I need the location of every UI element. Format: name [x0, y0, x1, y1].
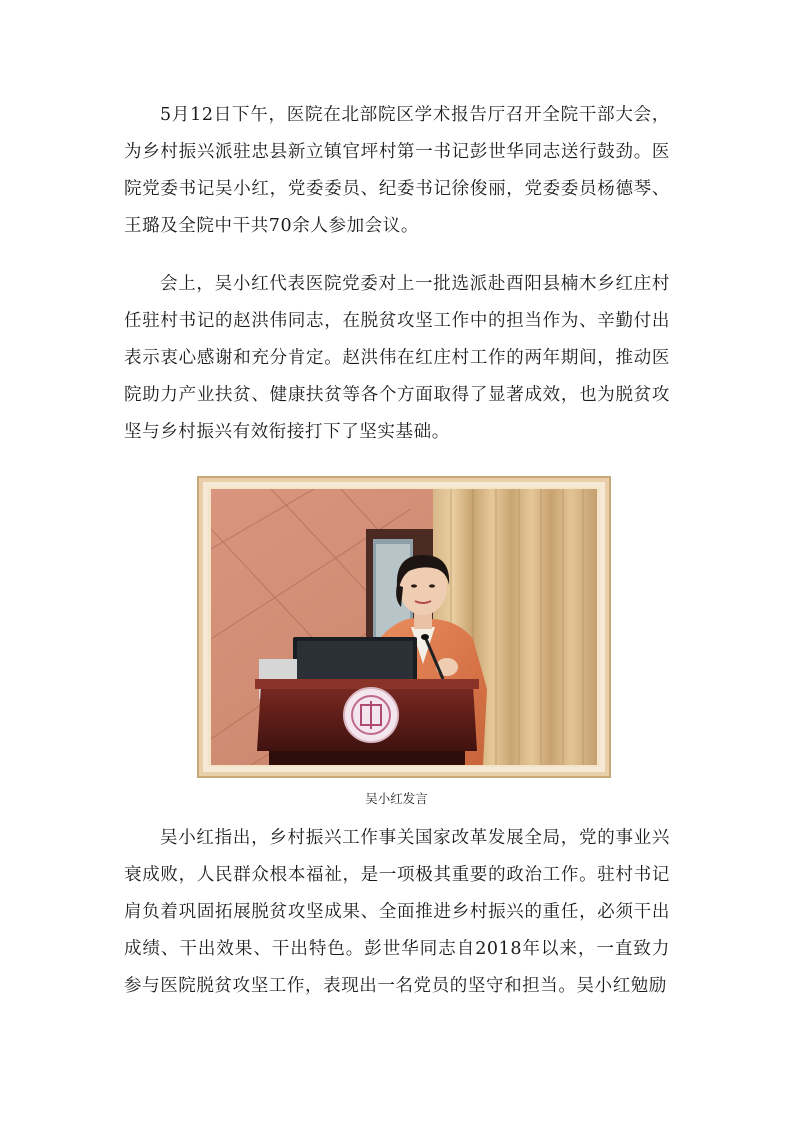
paragraph-speech-points: 吴小红指出，乡村振兴工作事关国家改革发展全局，党的事业兴衰成败，人民群众根本福祉，是一项极其重要的政治工作。驻村书记肩负着巩固拓展脱贫攻坚成果、全面推进乡村振兴的重任，必须干出成绩、干出效果、干出特色。彭世华同志自2018年以来，一直致力参与医院脱贫攻坚工作，表现出一名党员的坚守和担当。吴小红勉励: [124, 828, 670, 996]
speaker-photo: [211, 489, 597, 765]
photo-caption: 吴小红发言: [365, 791, 428, 806]
photo-frame: [197, 476, 611, 778]
paragraph-meeting-intro: 5月12日下午，医院在北部院区学术报告厅召开全院干部大会，为乡村振兴派驻忠县新立镇官坪村第一书记彭世华同志送行鼓劲。医院党委书记吴小红，党委委员、纪委书记徐俊丽，党委委员杨德琴、王璐及全院中干共70余人参加会议。: [124, 105, 670, 236]
paragraph-acknowledgement: 会上，吴小红代表医院党委对上一批选派赴酉阳县楠木乡红庄村任驻村书记的赵洪伟同志，在脱贫攻坚工作中的担当作为、辛勤付出表示衷心感谢和充分肯定。赵洪伟在红庄村工作的两年期间，推动医院助力产业扶贫、健康扶贫等各个方面取得了显著成效，也为脱贫攻坚与乡村振兴有效衔接打下了坚实基础。: [124, 274, 670, 442]
